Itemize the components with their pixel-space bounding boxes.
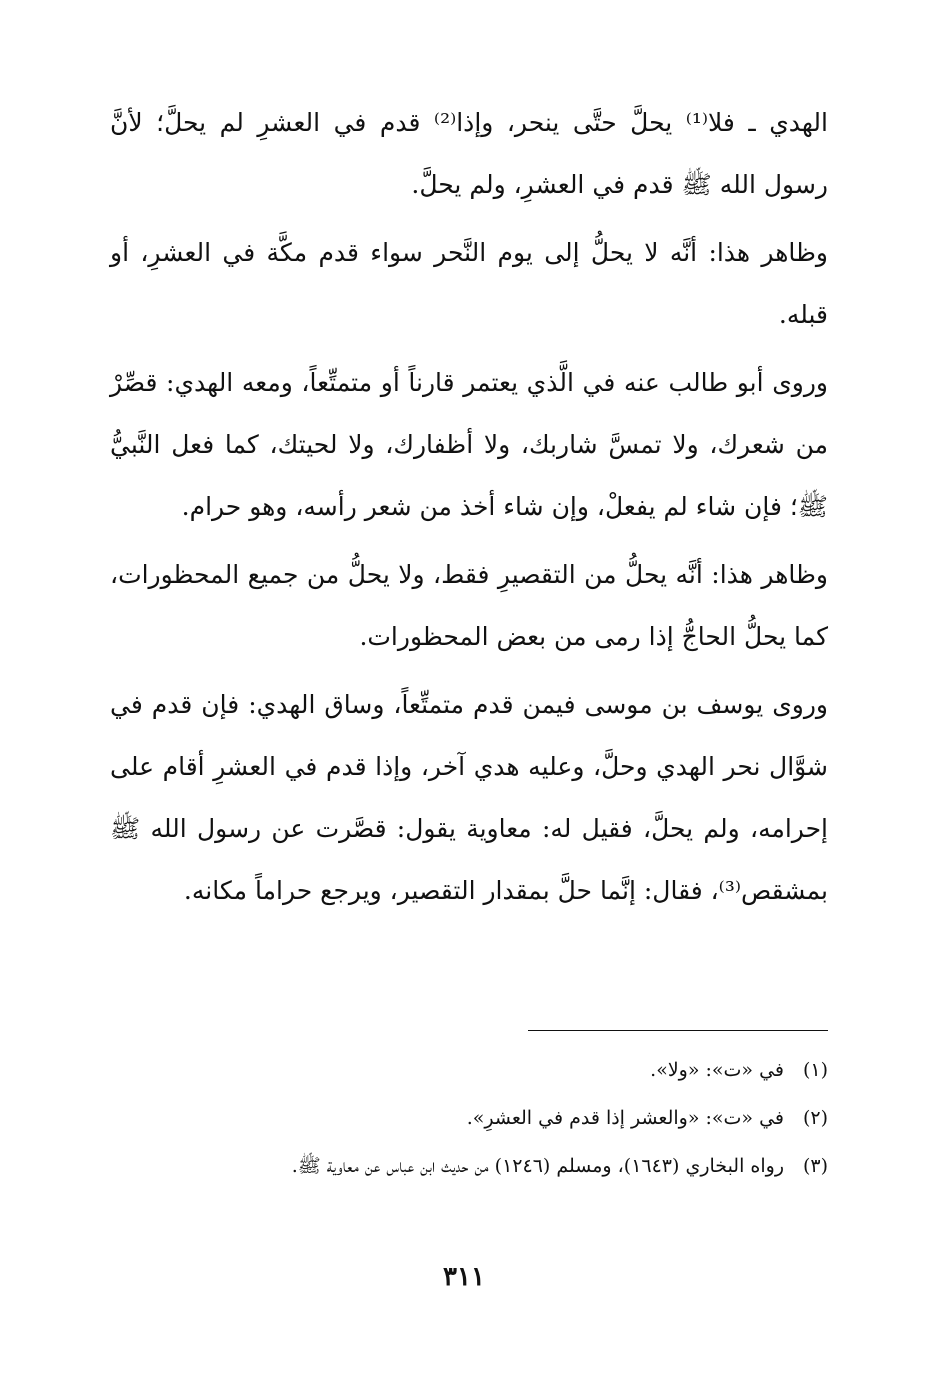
- paragraph-2: وظاهر هذا: أنَّه لا يحلُّ إلى يوم النَّحر سواء قدم مكَّة في العشرِ، أو قبله.: [110, 238, 828, 329]
- footnote-divider: [528, 1030, 828, 1031]
- footnote-3: [110, 1142, 828, 1190]
- footnote-text: في «ت»: «ولا».: [650, 1059, 784, 1081]
- paragraph-4: وظاهر هذا: أنَّه يحلُّ من التقصيرِ فقط، ولا يحلُّ من جميع المحظورات، كما يحلُّ الحاجُّ إذا رمى من بعض المحظورات.: [110, 560, 828, 651]
- footnote-text: في «ت»: «والعشر إذا قدم في العشرِ».: [466, 1107, 784, 1129]
- paragraph-3: وروى أبو طالب عنه في الَّذي يعتمر قارناً أو متمتِّعاً، ومعه الهدي: قصِّرْ من شعرك، ولا تمسَّ شاربك، ولا أظفارك، ولا لحيتك، كما فعل النَّبيُّ ﷺ؛ فإن شاء لم يفعلْ، وإن شاء أخذ من شعر رأسه، وهو حرام.: [110, 368, 828, 521]
- footnote-number: (٢): [802, 1107, 828, 1129]
- footnote-number: (١): [802, 1059, 828, 1081]
- paragraph-1: الهدي ـ فلا⁽¹⁾ يحلَّ حتَّى ينحر، وإذا⁽²⁾ قدم في العشرِ لم يحلَّ؛ لأنَّ رسول الله ﷺ قدم في العشرِ، ولم يحلَّ.: [110, 108, 828, 199]
- footnote-text: رواه البخاري (١٦٤٣)، ومسلم (١٢٤٦) من حديث ابن عباس عن معاوية ﷺ.: [291, 1155, 784, 1177]
- footnotes: [110, 1046, 828, 1190]
- footnote-number: (٣): [802, 1155, 828, 1177]
- footnote-2: [110, 1094, 828, 1142]
- page-number: ٣١١: [443, 1262, 485, 1292]
- paragraph-5: وروى يوسف بن موسى فيمن قدم متمتِّعاً، وساق الهدي: فإن قدم في شوَّال نحر الهدي وحلَّ، وعليه هدي آخر، وإذا قدم في العشرِ أقام على إحرامه، ولم يحلَّ، فقيل له: معاوية يقول: قصَّرت عن رسول الله ﷺ بمشقص⁽³⁾، فقال: إنَّما حلَّ بمقدار التقصير، ويرجع حراماً مكانه.: [110, 690, 828, 905]
- main-text: [110, 92, 828, 928]
- footnote-1: [110, 1046, 828, 1094]
